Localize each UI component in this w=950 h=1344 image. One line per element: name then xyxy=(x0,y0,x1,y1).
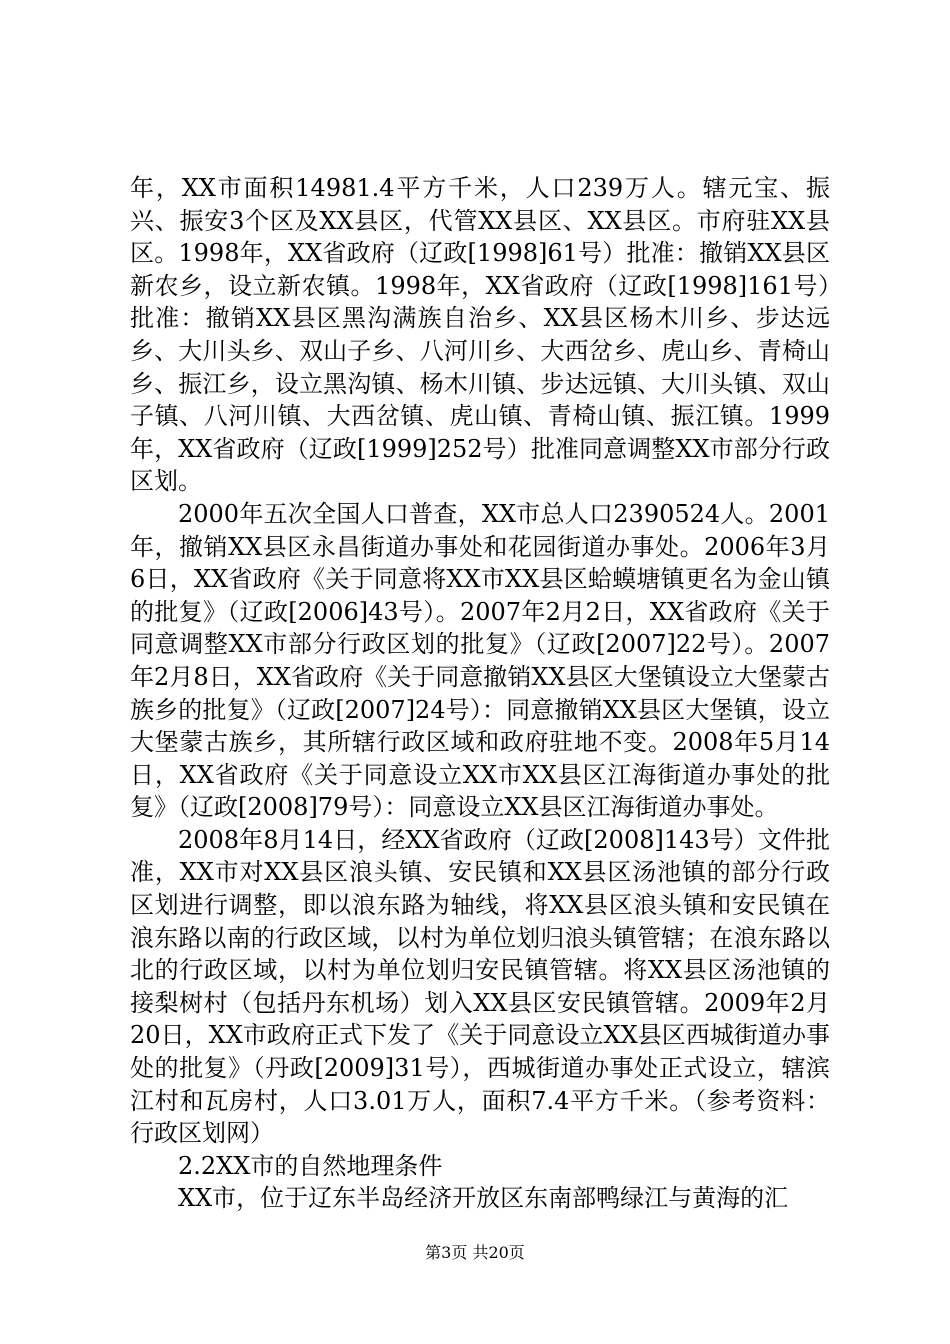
paragraph-4: XX市，位于辽东半岛经济开放区东南部鸭绿江与黄海的汇 xyxy=(178,1184,789,1213)
paragraph-1: 年，XX市面积14981.4平方千米，人口239万人。辖元宝、振兴、振安3个区及XX县区，代管XX县区、XX县区。市府驻XX县区。1998年，XX省政府（辽政[1998]61号）批准：撤销XX县区新农乡，设立新农镇。1998年，XX省政府（辽政[1998]161号）批准：撤销XX县区黑沟满族自治乡、XX县区杨木川乡、步达远乡、大川头乡、双山子乡、八河川乡、大西岔乡、虎山乡、青椅山乡、振江乡，设立黑沟镇、杨木川镇、步达远镇、大川头镇、双山子镇、八河川镇、大西岔镇、虎山镇、青椅山镇、振江镇。1999年，XX省政府（辽政[1999]252号）批准同意调整XX市部分行政区划。 xyxy=(130,174,830,496)
paragraph-3: 2008年8月14日，经XX省政府（辽政[2008]143号）文件批准，XX市对XX县区浪头镇、安民镇和XX县区汤池镇的部分行政区划进行调整，即以浪东路为轴线，将XX县区浪头镇和安民镇在浪东路以南的行政区域，以村为单位划归浪头镇管辖；在浪东路以北的行政区域，以村为单位划归安民镇管辖。将XX县区汤池镇的接梨树村（包括丹东机场）划入XX县区安民镇管辖。2009年2月20日，XX市政府正式下发了《关于同意设立XX县区西城街道办事处的批复》（丹政[2009]31号），西城街道办事处正式设立，辖滨江村和瓦房村，人口3.01万人，面积7.4平方千米。（参考资料：行政区划网） xyxy=(130,825,830,1148)
paragraph-2: 2000年五次全国人口普查，XX市总人口2390524人。2001年，撤销XX县区永昌街道办事处和花园街道办事处。2006年3月6日，XX省政府《关于同意将XX市XX县区蛤蟆塘镇更名为金山镇的批复》（辽政[2006]43号）。2007年2月2日，XX省政府《关于同意调整XX市部分行政区划的批复》（辽政[2007]22号）。2007年2月8日，XX省政府《关于同意撤销XX县区大堡镇设立大堡蒙古族乡的批复》（辽政[2007]24号）：同意撤销XX县区大堡镇，设立大堡蒙古族乡，其所辖行政区域和政府驻地不变。2008年5月14日，XX省政府《关于同意设立XX市XX县区江海街道办事处的批复》（辽政[2008]79号）：同意设立XX县区江海街道办事处。 xyxy=(130,499,830,822)
page-number-footer: 第3页 共20页 xyxy=(425,1243,525,1262)
document-body xyxy=(130,172,830,1215)
section-heading: 2.2XX市的自然地理条件 xyxy=(178,1151,443,1180)
